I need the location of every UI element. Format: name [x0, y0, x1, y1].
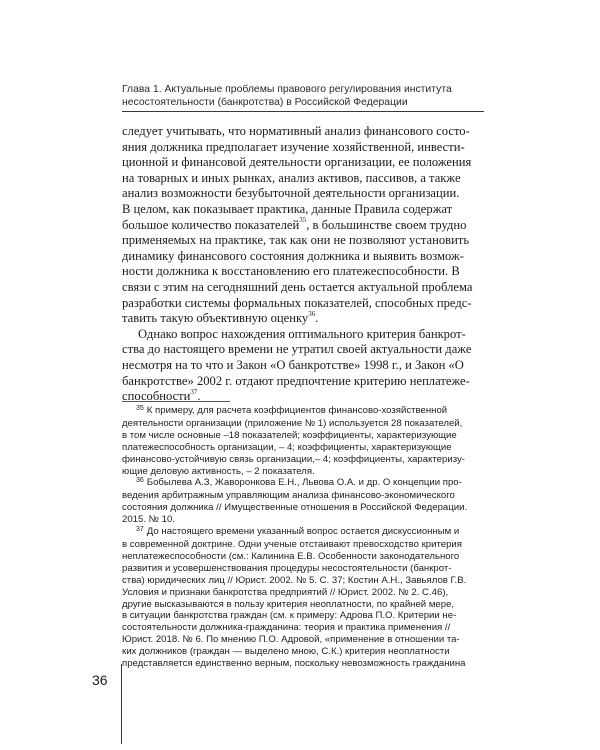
text-line: яния должника предполагает изучение хозяйственной, инвести- [122, 139, 465, 154]
text-line: ционной и финансовой деятельности организации, ее положения [122, 155, 472, 170]
footnotes [122, 405, 484, 670]
text-fragment: способности [122, 389, 191, 404]
running-head [122, 83, 484, 109]
footnote-line: Юрист. 2018. № 6. По мнению П.О. Адровой, «применение в отношении та- [122, 634, 460, 646]
running-head-line-1: Глава 1. Актуальные проблемы правового регулирования института [122, 84, 452, 95]
paragraph-1 [122, 124, 484, 327]
footnote-ref-35[interactable]: 35 [299, 216, 307, 225]
footnote-line: Условия и признаки банкротства предприятий // Юрист. 2002. № 2. С.46), [122, 586, 449, 598]
footnote-line [122, 477, 484, 490]
footnote-line: ведения арбитражным управляющим анализа финансово-экономического [122, 490, 455, 502]
footnote-37 [122, 526, 484, 670]
footnote-35 [122, 405, 484, 477]
footnote-line: ства) юридических лиц // Юрист. 2002. № 5. С. 37; Костин А.Н., Завьялов Г.В. [122, 574, 467, 586]
footnote-line: в том числе основные –18 показателей; коэффициенты, характеризующие [122, 429, 457, 441]
text-line: анализ возможности безубыточной деятельности организации. [122, 186, 460, 201]
text-line: ства до настоящего времени не утратил своей актуальности даже [122, 342, 472, 357]
footnote-line: развития и усовершенствования процедуры несостоятельности (банкрот- [122, 562, 452, 574]
text-fragment: . [315, 311, 319, 326]
footnote-line [122, 405, 484, 418]
footnote-line: финансово-устойчивую связь организации,– 4; коэффициенты, характеризу- [122, 453, 465, 465]
footnote-line [122, 526, 484, 539]
running-head-line-2: несостоятельности (банкротства) в Российской Федерации [122, 97, 408, 108]
footnote-text: К примеру, для расчета коэффициентов финансово-хозяйственной [146, 405, 448, 416]
margin-rule [121, 664, 122, 744]
text-line: Однако вопрос нахождения оптимального критерия банкрот- [138, 326, 466, 341]
header-rule [122, 111, 484, 112]
footnote-line: представляется единственно верным, поскольку невозможность гражданина [122, 658, 466, 670]
footnote-ref-37[interactable]: 37 [190, 387, 198, 396]
footnote-number: 37 [136, 526, 144, 534]
footnote-line: ких должников (граждан — выделено мною, С.К.) критерия неоплатности [122, 646, 450, 658]
footnote-separator [122, 401, 230, 402]
paragraph-2 [122, 327, 484, 405]
footnote-line: деятельности организации (приложение № 1) используется 28 показателей, [122, 417, 463, 429]
footnote-line: ющие деловую активность, – 2 показателя. [122, 465, 315, 477]
footnote-ref-36[interactable]: 36 [308, 309, 316, 318]
text-line: следует учитывать, что нормативный анализ финансового состо- [122, 124, 470, 138]
text-line: В целом, как показывает практика, данные Правила содержат [122, 201, 453, 216]
text-line: динамику финансового состояния должника и выявить возмож- [122, 248, 464, 263]
footnote-number: 36 [136, 477, 144, 485]
main-text [122, 124, 484, 405]
text-line: применяемых на практике, так как они не позволяют установить [122, 233, 470, 248]
text-fragment: большое количество показателей [122, 217, 300, 232]
text-line: ности должника к восстановлению его платежеспособности. В [122, 264, 460, 279]
footnote-text: До настоящего времени указанный вопрос остается дискуссионным и [146, 526, 460, 538]
text-line [122, 218, 484, 234]
page-number: 36 [92, 672, 108, 688]
text-fragment: . [197, 389, 201, 404]
text-line: банкротстве» 2002 г. отдают предпочтение критерию неплатеже- [122, 373, 470, 388]
footnote-line: платежеспособность организации, – 4; коэффициенты, характеризующие [122, 441, 452, 453]
footnote-line: в ситуации банкротства граждан (см. к примеру: Адрова П.О. Критерии не- [122, 610, 457, 622]
footnote-number: 35 [136, 405, 144, 412]
footnote-line: в современной доктрине. Одни ученые отстаивают превосходство критерия [122, 538, 462, 550]
footnote-line: 2015. № 10. [122, 514, 175, 526]
text-line [122, 389, 484, 405]
text-line: несмотря на то что и Закон «О банкротстве» 1998 г., и Закон «О [122, 357, 464, 372]
footnote-line: состоятельности должника-гражданина: теория и практика применения // [122, 622, 451, 634]
footnote-line: другие высказываются в пользу критерия неоплатности, по крайней мере, [122, 598, 455, 610]
footnote-line: неплатежеспособности (см.: Калинина Е.В. Особенности законодательного [122, 550, 460, 562]
text-line: на товарных и иных рынках, анализ активов, пассивов, а также [122, 170, 461, 185]
text-line: связи с этим на сегодняшний день остается актуальной проблема [122, 279, 473, 294]
text-fragment: , в большинстве своем трудно [306, 217, 467, 232]
text-fragment: тавить такую объективную оценку [122, 311, 309, 326]
text-line [122, 311, 484, 327]
footnote-36 [122, 477, 484, 526]
footnote-line: состояния должника // Имущественные отношения в Российской Федерации. [122, 502, 468, 514]
text-line: разработки системы формальных показателей, способных предс- [122, 295, 472, 310]
footnote-text: Бобылева А.З, Жаворонкова Е.Н., Львова О.А. и др. О концепции про- [146, 477, 462, 489]
